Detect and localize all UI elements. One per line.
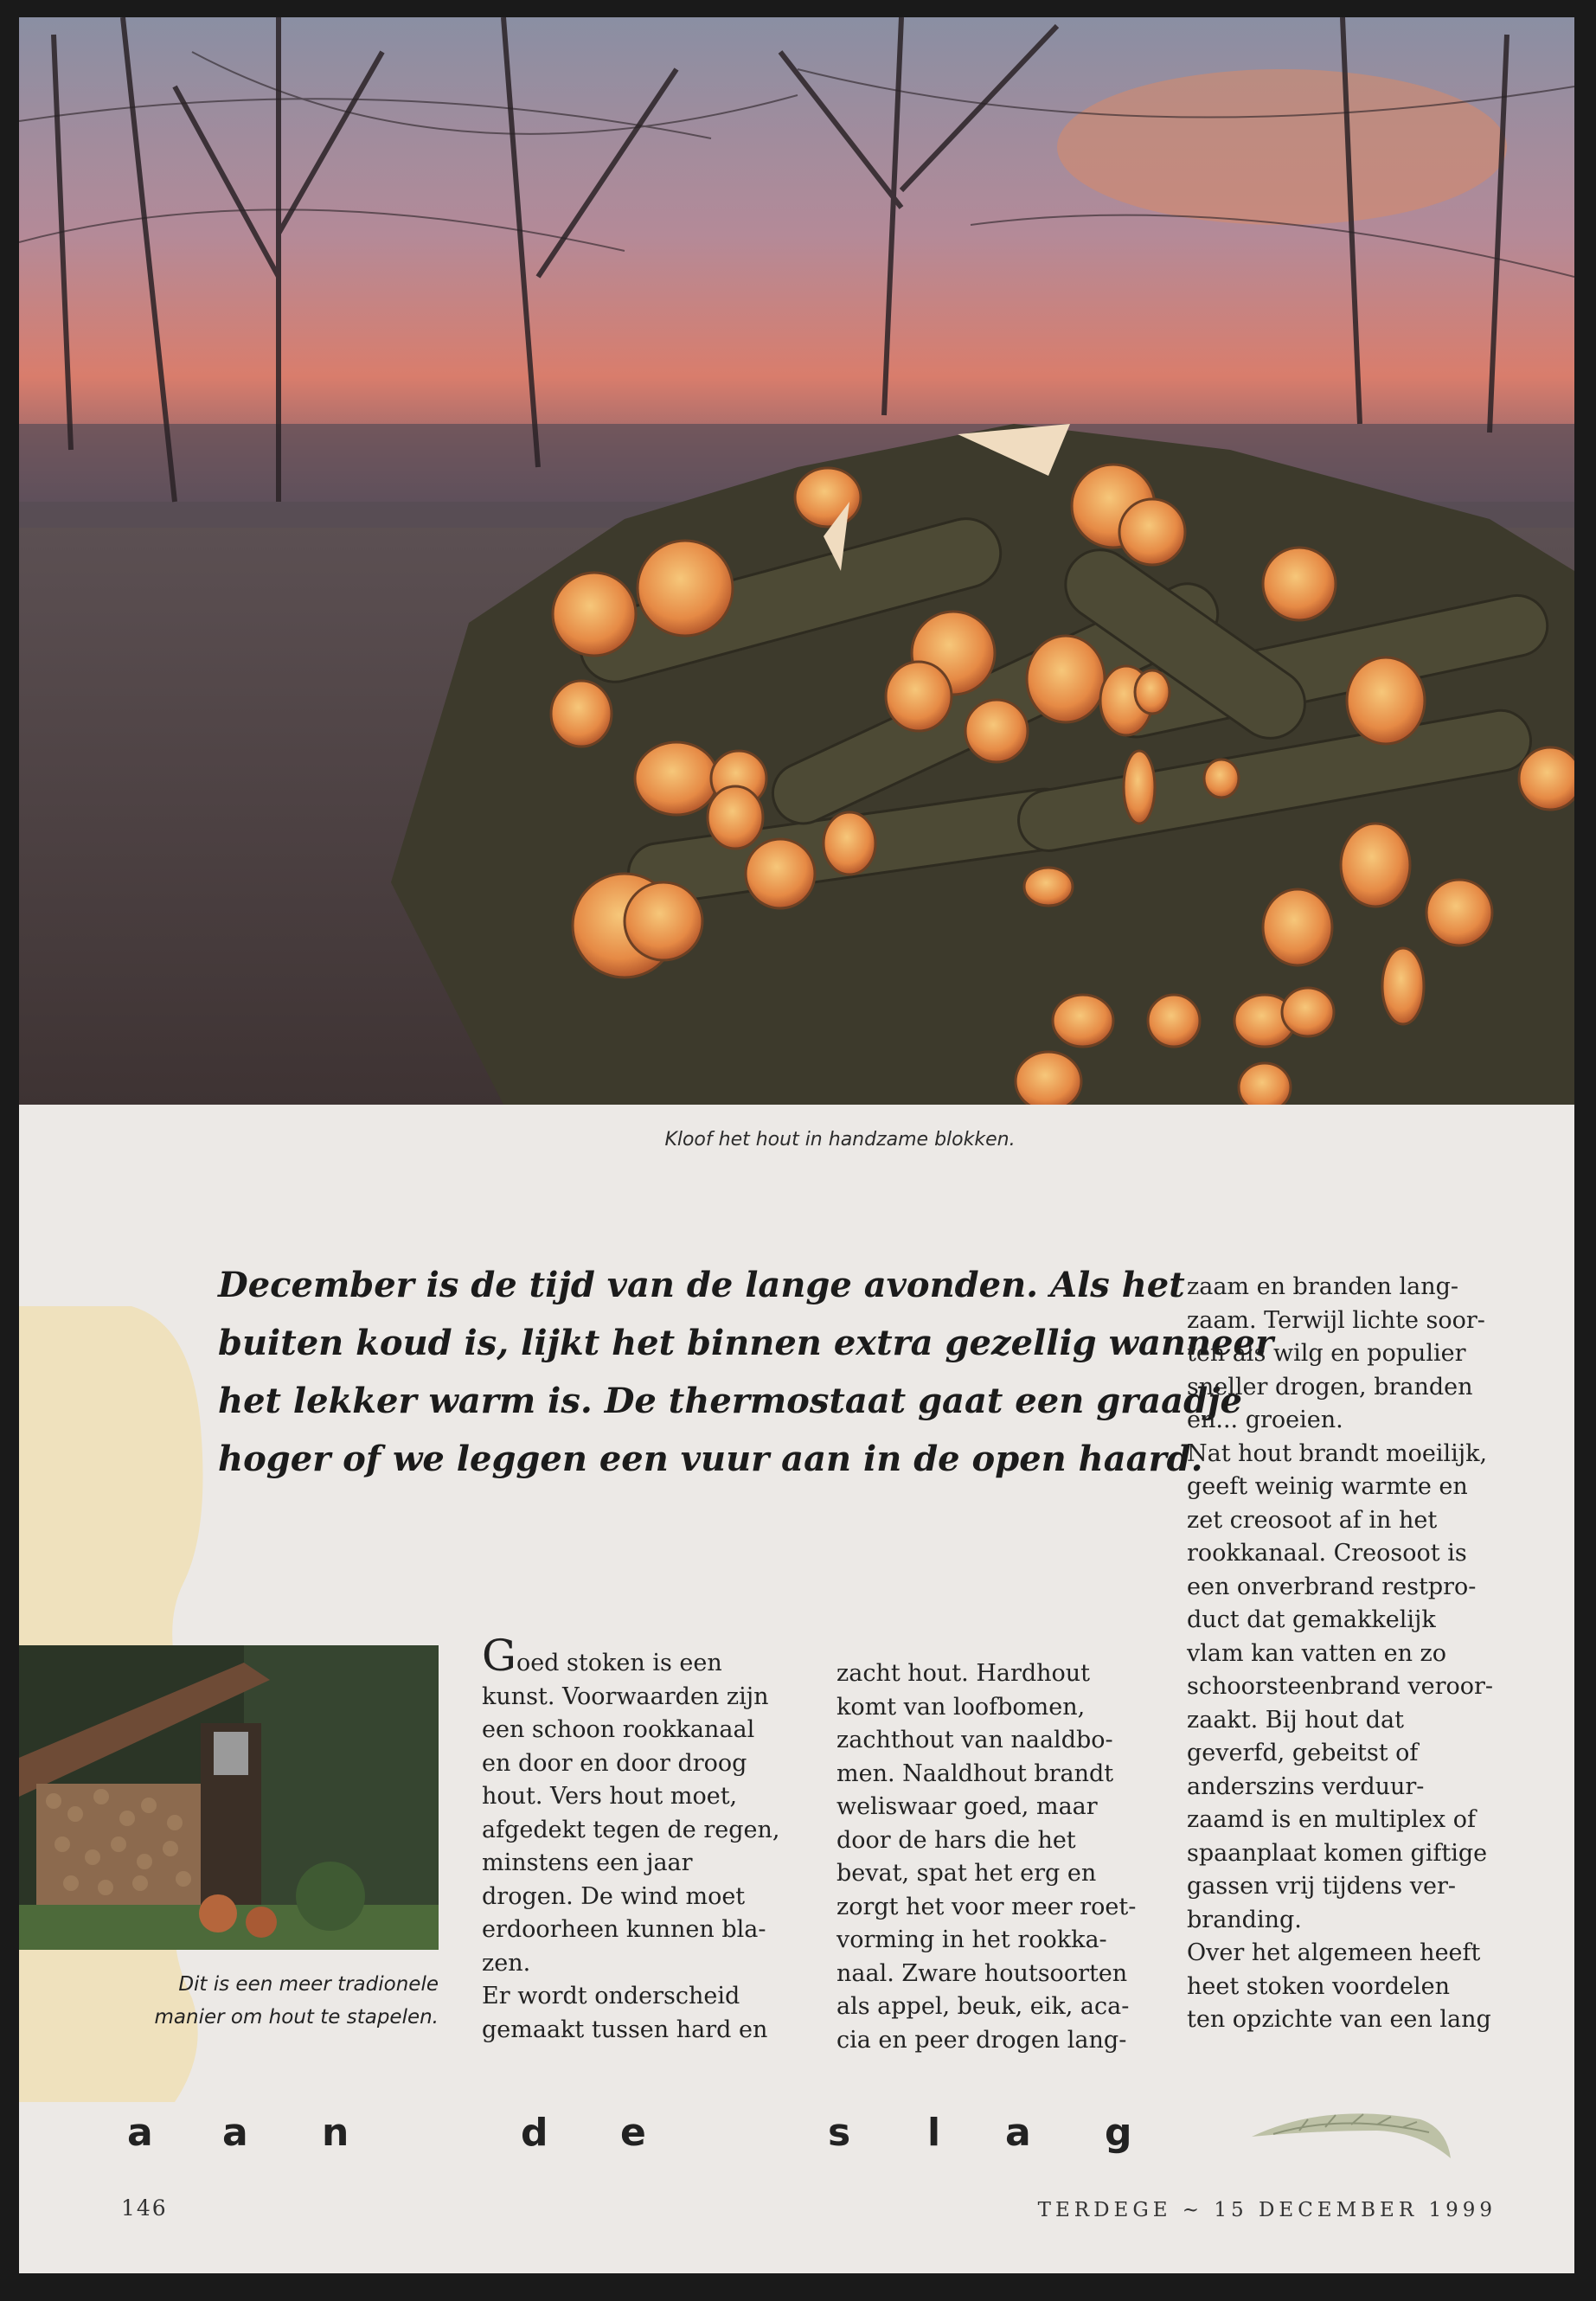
- shed-caption-line: Dit is een meer tradionele: [178, 1973, 439, 1996]
- column-line: geeft weinig warmte en: [1187, 1473, 1468, 1500]
- column-line: geverfd, gebeitst of: [1187, 1740, 1419, 1766]
- intro-line: buiten koud is, lijkt het binnen extra gezellig wanneer: [218, 1323, 1274, 1363]
- column-line: afgedekt tegen de regen,: [482, 1816, 780, 1843]
- column-line: en... groeien.: [1187, 1407, 1343, 1433]
- intro-line: het lekker warm is. De thermostaat gaat een graadje: [218, 1381, 1242, 1421]
- column-line: gassen vrij tijdens ver-: [1187, 1873, 1457, 1900]
- column-line: drogen. De wind moet: [482, 1882, 746, 1910]
- section-letter: a: [1005, 2111, 1031, 2155]
- column-line: men. Naaldhout brandt: [836, 1759, 1114, 1787]
- section-letter: n: [322, 2111, 349, 2155]
- column-line: zen.: [482, 1949, 531, 1977]
- column-line: schoorsteenbrand veroor-: [1187, 1673, 1494, 1700]
- column-line: Over het algemeen heeft: [1187, 1939, 1481, 1966]
- column-line: weliswaar goed, maar: [836, 1793, 1098, 1820]
- column-line: branding.: [1187, 1906, 1302, 1933]
- shed-caption: [88, 1968, 439, 2034]
- woodpile-photo: [19, 17, 1574, 1105]
- magazine-page: [19, 17, 1574, 2273]
- column-line: Er wordt onderscheid: [482, 1983, 740, 2009]
- column-line: en door en door droog: [482, 1749, 747, 1777]
- column-line: zaakt. Bij hout dat: [1187, 1706, 1404, 1734]
- column-line: sneller drogen, branden: [1187, 1373, 1473, 1400]
- magazine-footer: TERDEGE ~ 15 DECEMBER 1999: [1037, 2199, 1497, 2221]
- shed-caption-line: manier om hout te stapelen.: [154, 2006, 439, 2029]
- column-line: een schoon rookkanaal: [482, 1716, 755, 1743]
- column-line: zorgt het voor meer roet-: [836, 1893, 1137, 1920]
- column-line: duct dat gemakkelijk: [1187, 1606, 1436, 1633]
- column-line: rookkanaal. Creosoot is: [1187, 1540, 1467, 1567]
- column-line: door de hars die het: [836, 1826, 1076, 1854]
- column-line: zaamd is en multiplex of: [1187, 1806, 1476, 1833]
- column-line: cia en peer drogen lang-: [836, 2026, 1127, 2054]
- section-letter: a: [222, 2111, 248, 2155]
- drop-cap: G: [482, 1631, 516, 1681]
- column-line: vlam kan vatten en zo: [1187, 1639, 1447, 1667]
- column-line: erdoorheen kunnen bla-: [482, 1916, 766, 1943]
- section-letter: d: [521, 2111, 548, 2155]
- column-line: heet stoken voordelen: [1187, 1972, 1450, 2000]
- column-line: vorming in het rookka-: [836, 1926, 1107, 1953]
- hero-caption: Kloof het hout in handzame blokken.: [664, 1129, 1016, 1150]
- column-line: zachthout van naaldbo-: [836, 1727, 1113, 1753]
- column-line: hout. Vers hout moet,: [482, 1783, 738, 1810]
- column-line: zet creosoot af in het: [1187, 1506, 1438, 1534]
- column-line: bevat, spat het erg en: [836, 1860, 1097, 1887]
- section-letter: l: [927, 2111, 941, 2155]
- column-line: oed stoken is een: [516, 1650, 722, 1676]
- column-line: ten opzichte van een lang: [1187, 2006, 1491, 2033]
- article-column-1: [482, 1631, 793, 2047]
- section-letter: e: [620, 2111, 646, 2155]
- column-line: zacht hout. Hardhout: [836, 1660, 1091, 1687]
- column-line: zaam. Terwijl lichte soor-: [1187, 1306, 1485, 1334]
- column-line: als appel, beuk, eik, aca-: [836, 1993, 1130, 2020]
- intro-line: hoger of we leggen een vuur aan in de open haard.: [218, 1439, 1203, 1479]
- column-line: zaam en branden lang-: [1187, 1273, 1458, 1300]
- intro-line: December is de tijd van de lange avonden. Als het: [218, 1265, 1185, 1305]
- woodshed-photo: [19, 1645, 439, 1950]
- article-column-2: [836, 1657, 1148, 2057]
- leaf-swoosh-icon: [1247, 2098, 1455, 2167]
- column-line: spaanplaat komen giftige: [1187, 1839, 1488, 1867]
- column-line: Nat hout brandt moeilijk,: [1187, 1439, 1488, 1467]
- column-line: komt van loofbomen,: [836, 1693, 1086, 1721]
- section-letter: a: [127, 2111, 153, 2155]
- column-line: gemaakt tussen hard en: [482, 2016, 768, 2043]
- page-number: 146: [121, 2195, 168, 2221]
- column-line: een onverbrand restpro-: [1187, 1573, 1477, 1600]
- column-line: kunst. Voorwaarden zijn: [482, 1682, 769, 1710]
- column-line: minstens een jaar: [482, 1849, 693, 1876]
- article-column-3: [1187, 1271, 1516, 2037]
- section-letter: s: [828, 2111, 851, 2155]
- section-letter: g: [1105, 2111, 1132, 2155]
- column-line: naal. Zware houtsoorten: [836, 1959, 1128, 1987]
- column-line: ten als wilg en populier: [1187, 1340, 1466, 1367]
- column-line: anderszins verduur-: [1187, 1772, 1425, 1800]
